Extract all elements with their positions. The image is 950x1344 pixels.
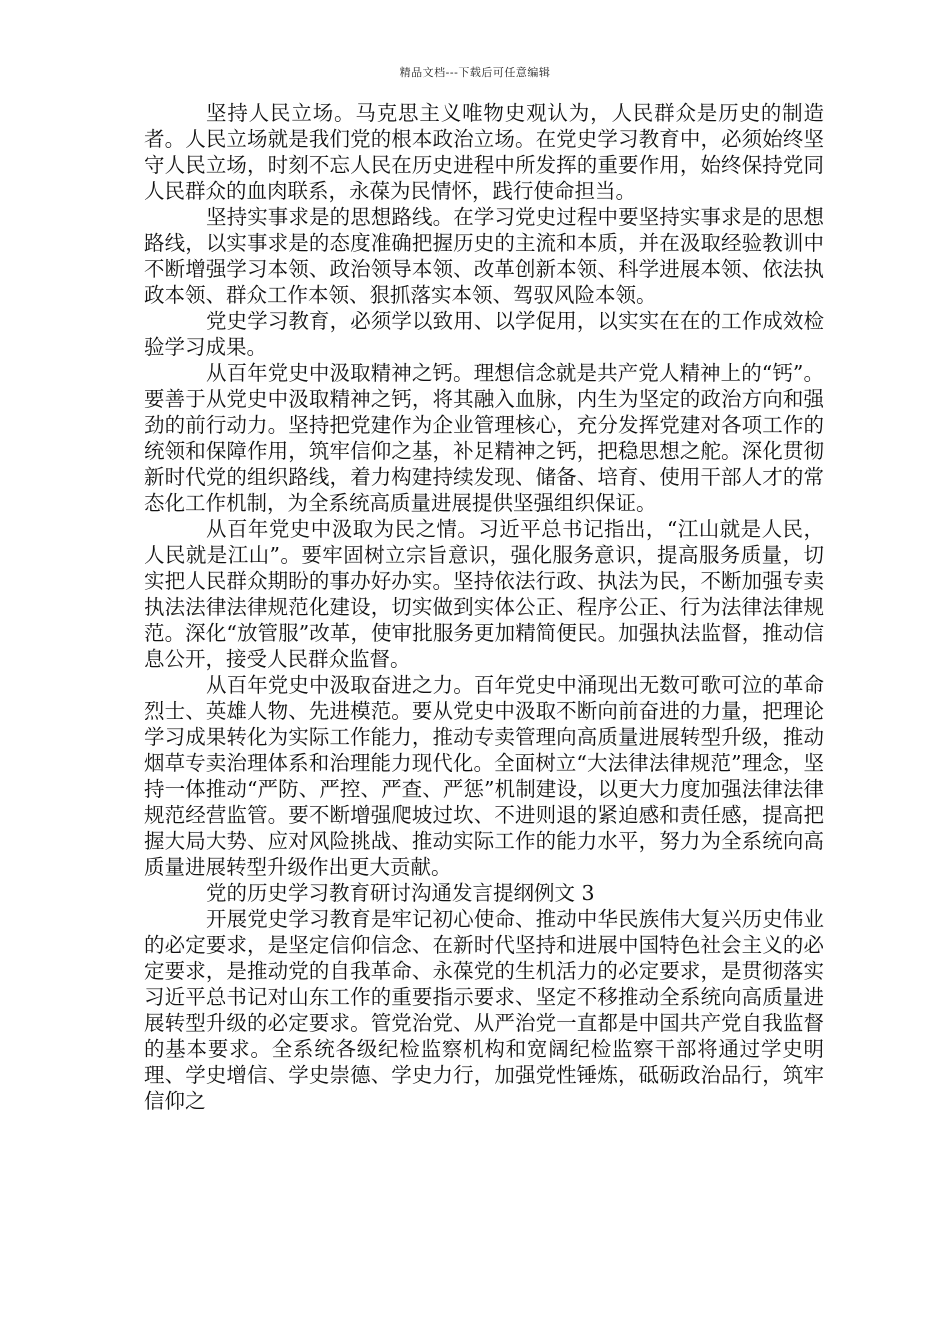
section-heading: 党的历史学习教育研讨沟通发言提纲例文 3	[206, 881, 595, 905]
page-header: 精品文档---下载后可任意编辑	[399, 66, 551, 79]
paragraph-love-for-people: 从百年党史中汲取为民之情。习近平总书记指出，“江山就是人民，人民就是江山”。要牢固树立宗旨意识，强化服务意识，提高服务质量，切实把人民群众期盼的事办好办实。坚持依法行政、执法为民，不断加强专卖执法法律法律规范化建设，切实做到实体公正、程序公正、行为法律法律规范。深化“放管服”改革，使审批服务更加精简便民。加强执法监督，推动信息公开，接受人民群众监督。	[144, 517, 824, 671]
paragraph-spiritual-calcium: 从百年党史中汲取精神之钙。理想信念就是共产党人精神上的“钙”。要善于从党史中汲取精神之钙，将其融入血脉，内生为坚定的政治方向和强劲的前行动力。坚持把党建作为企业管理核心，充分发挥党建对各项工作的统领和保障作用，筑牢信仰之基，补足精神之钙，把稳思想之舵。深化贯彻新时代党的组织路线，着力构建持续发现、储备、培育、使用干部人才的常态化工作机制，为全系统高质量进展提供坚强组织保证。	[144, 361, 824, 515]
document-body	[144, 100, 824, 1114]
paragraph-striving-power: 从百年党史中汲取奋进之力。百年党史中涌现出无数可歌可泣的革命烈士、英雄人物、先进模范。要从党史中汲取不断向前奋进的力量，把理论学习成果转化为实际工作能力，推动专卖管理向高质量进展转型升级，推动烟草专卖治理体系和治理能力现代化。全面树立“大法律法律规范”理念，坚持一体推动“严防、严控、严查、严惩”机制建设，以更大力度加强法律法律规范经营监管。要不断增强爬坡过坎、不进则退的紧迫感和责任感，提高把握大局大势、应对风险挑战、推动实际工作的能力水平，努力为全系统向高质量进展转型升级作出更大贡献。	[144, 673, 824, 879]
paragraph-people-stance: 坚持人民立场。马克思主义唯物史观认为，人民群众是历史的制造者。人民立场就是我们党的根本政治立场。在党史学习教育中，必须始终坚守人民立场，时刻不忘人民在历史进程中所发挥的重要作用，始终保持党同人民群众的血肉联系，永葆为民情怀，践行使命担当。	[144, 101, 824, 203]
paragraph-history-education: 开展党史学习教育是牢记初心使命、推动中华民族伟大复兴历史伟业的必定要求，是坚定信仰信念、在新时代坚持和进展中国特色社会主义的必定要求，是推动党的自我革命、永葆党的生机活力的必定要求，是贯彻落实习近平总书记对山东工作的重要指示要求、坚定不移推动全系统向高质量进展转型升级的必定要求。管党治党、从严治党一直都是中国共产党自我监督的基本要求。全系统各级纪检监察机构和宽阔纪检监察干部将通过学史明理、学史增信、学史崇德、学史力行，加强党性锤炼，砥砺政治品行，筑牢信仰之	[144, 907, 824, 1113]
paragraph-apply-learning: 党史学习教育，必须学以致用、以学促用，以实实在在的工作成效检验学习成果。	[144, 309, 824, 359]
paragraph-seek-truth: 坚持实事求是的思想路线。在学习党史过程中要坚持实事求是的思想路线，以实事求是的态度准确把握历史的主流和本质，并在汲取经验教训中不断增强学习本领、政治领导本领、改革创新本领、科学进展本领、依法执政本领、群众工作本领、狠抓落实本领、驾驭风险本领。	[144, 205, 824, 307]
